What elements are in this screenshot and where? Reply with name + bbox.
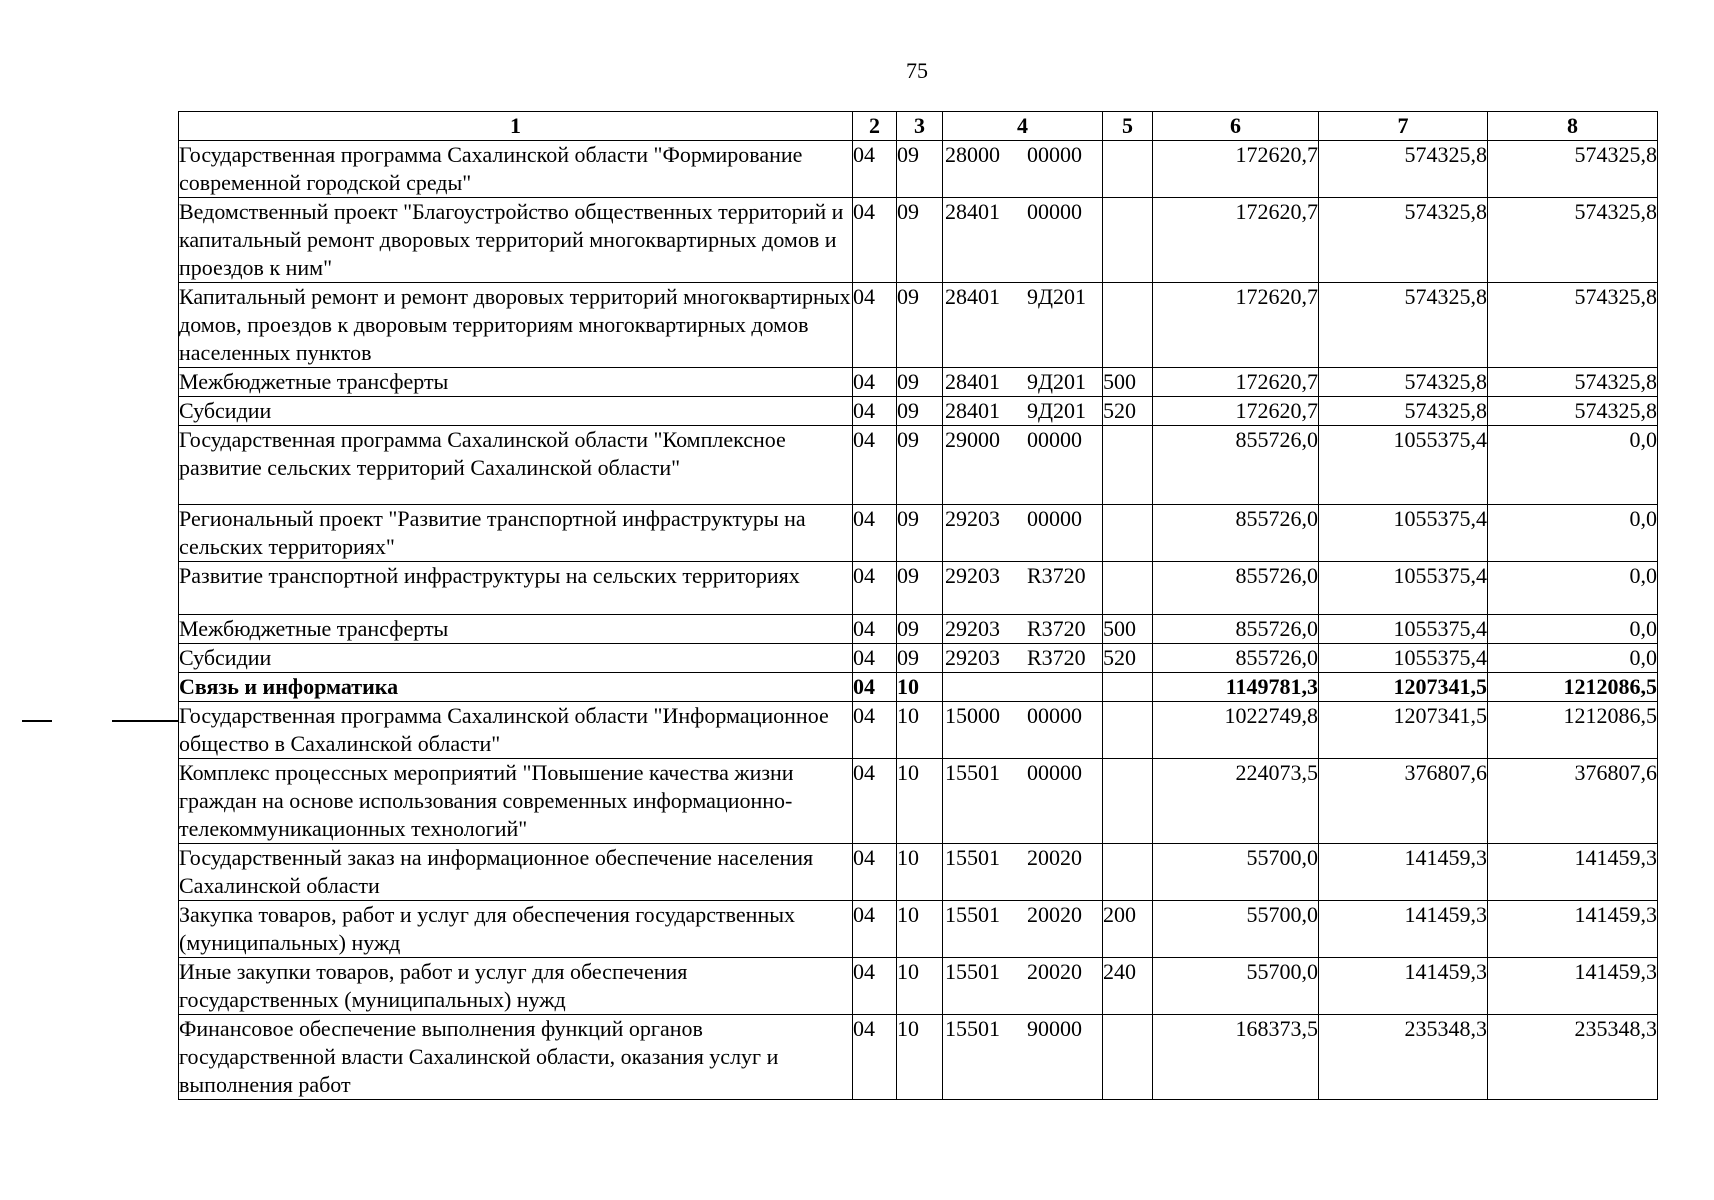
target-article-suffix: 20020: [1027, 959, 1082, 984]
amount-col6: 55700,0: [1153, 901, 1319, 958]
target-article-code: 15501: [945, 1016, 1000, 1041]
target-article-cell: [943, 702, 1103, 759]
row-name: Межбюджетные трансферты: [179, 368, 853, 397]
table-row: [179, 702, 1658, 759]
amount-col6: 55700,0: [1153, 844, 1319, 901]
expense-type-code: [1103, 141, 1153, 198]
amount-col6: 172620,7: [1153, 283, 1319, 368]
target-article-suffix: 90000: [1027, 1016, 1082, 1041]
target-article-suffix: 20020: [1027, 902, 1082, 927]
column-header: 1: [179, 112, 853, 141]
amount-col8: 0,0: [1488, 426, 1658, 505]
column-header: 6: [1153, 112, 1319, 141]
amount-col7: 141459,3: [1319, 844, 1488, 901]
amount-col8: 574325,8: [1488, 283, 1658, 368]
target-article-cell: [943, 958, 1103, 1015]
subsection-code: 09: [897, 644, 943, 673]
amount-col7: 574325,8: [1319, 141, 1488, 198]
target-article-code: 29203: [945, 563, 1000, 588]
expense-type-code: 200: [1103, 901, 1153, 958]
section-code: 04: [853, 673, 897, 702]
expense-type-code: [1103, 673, 1153, 702]
target-article-code: 28401: [945, 199, 1000, 224]
column-header: 4: [943, 112, 1103, 141]
amount-col8: 1212086,5: [1488, 702, 1658, 759]
target-article-cell: [943, 644, 1103, 673]
row-name: Государственная программа Сахалинской области "Комплексное развитие сельских территорий Сахалинской области": [179, 426, 853, 505]
amount-col8: 235348,3: [1488, 1015, 1658, 1100]
section-code: 04: [853, 505, 897, 562]
subsection-code: 10: [897, 759, 943, 844]
row-name: Субсидии: [179, 644, 853, 673]
row-name: Государственная программа Сахалинской области "Информационное общество в Сахалинской области": [179, 702, 853, 759]
table-row: [179, 426, 1658, 505]
table-row: [179, 505, 1658, 562]
amount-col8: 0,0: [1488, 644, 1658, 673]
target-article-suffix: 9Д201: [1027, 284, 1087, 309]
subsection-code: 09: [897, 141, 943, 198]
subsection-code: 09: [897, 397, 943, 426]
row-name: Комплекс процессных мероприятий "Повышение качества жизни граждан на основе использования современных информационно-телекоммуникационных технологий": [179, 759, 853, 844]
amount-col8: 141459,3: [1488, 958, 1658, 1015]
target-article-code: 29203: [945, 506, 1000, 531]
amount-col8: 0,0: [1488, 505, 1658, 562]
subsection-code: 10: [897, 673, 943, 702]
table-row: [179, 644, 1658, 673]
table-row: [179, 562, 1658, 615]
target-article-code: 15501: [945, 760, 1000, 785]
amount-col6: 172620,7: [1153, 141, 1319, 198]
section-code: 04: [853, 1015, 897, 1100]
subsection-code: 10: [897, 958, 943, 1015]
target-article-cell: [943, 505, 1103, 562]
amount-col8: 574325,8: [1488, 141, 1658, 198]
amount-col6: 855726,0: [1153, 505, 1319, 562]
target-article-code: 15501: [945, 902, 1000, 927]
subsection-code: 09: [897, 562, 943, 615]
amount-col8: 141459,3: [1488, 901, 1658, 958]
target-article-cell: [943, 397, 1103, 426]
section-code: 04: [853, 759, 897, 844]
row-name: Иные закупки товаров, работ и услуг для обеспечения государственных (муниципальных) нужд: [179, 958, 853, 1015]
section-code: 04: [853, 283, 897, 368]
row-name: Ведомственный проект "Благоустройство общественных территорий и капитальный ремонт дворовых территорий многоквартирных домов и проездов к ним": [179, 198, 853, 283]
amount-col8: 141459,3: [1488, 844, 1658, 901]
amount-col7: 574325,8: [1319, 397, 1488, 426]
amount-col8: 0,0: [1488, 615, 1658, 644]
target-article-code: 29203: [945, 645, 1000, 670]
amount-col6: 172620,7: [1153, 397, 1319, 426]
amount-col7: 141459,3: [1319, 901, 1488, 958]
row-name: Межбюджетные трансферты: [179, 615, 853, 644]
subsection-code: 09: [897, 615, 943, 644]
amount-col7: 1055375,4: [1319, 615, 1488, 644]
table-row: [179, 141, 1658, 198]
expense-type-code: 520: [1103, 397, 1153, 426]
amount-col6: 855726,0: [1153, 562, 1319, 615]
margin-mark: [112, 720, 178, 722]
section-code: 04: [853, 562, 897, 615]
amount-col6: 1149781,3: [1153, 673, 1319, 702]
expense-type-code: 500: [1103, 368, 1153, 397]
subsection-code: 10: [897, 1015, 943, 1100]
table-row: [179, 759, 1658, 844]
section-code: 04: [853, 615, 897, 644]
expense-type-code: 520: [1103, 644, 1153, 673]
amount-col8: 574325,8: [1488, 368, 1658, 397]
amount-col8: 1212086,5: [1488, 673, 1658, 702]
target-article-code: 15501: [945, 845, 1000, 870]
section-code: 04: [853, 368, 897, 397]
amount-col6: 1022749,8: [1153, 702, 1319, 759]
amount-col8: 574325,8: [1488, 198, 1658, 283]
target-article-cell: [943, 283, 1103, 368]
table-row: [179, 368, 1658, 397]
table-body: [179, 141, 1658, 1100]
target-article-suffix: R3720: [1027, 645, 1086, 670]
amount-col8: 0,0: [1488, 562, 1658, 615]
table-row: [179, 1015, 1658, 1100]
amount-col7: 1055375,4: [1319, 644, 1488, 673]
amount-col7: 141459,3: [1319, 958, 1488, 1015]
target-article-cell: [943, 1015, 1103, 1100]
section-code: 04: [853, 198, 897, 283]
row-name: Субсидии: [179, 397, 853, 426]
target-article-code: 29000: [945, 427, 1000, 452]
subsection-code: 09: [897, 283, 943, 368]
target-article-code: 28401: [945, 369, 1000, 394]
expense-type-code: 500: [1103, 615, 1153, 644]
column-header: 3: [897, 112, 943, 141]
expense-type-code: [1103, 198, 1153, 283]
target-article-suffix: R3720: [1027, 616, 1086, 641]
target-article-cell: [943, 426, 1103, 505]
subsection-code: 10: [897, 901, 943, 958]
subsection-code: 09: [897, 426, 943, 505]
amount-col8: 574325,8: [1488, 397, 1658, 426]
target-article-cell: [943, 673, 1103, 702]
table-row: [179, 615, 1658, 644]
target-article-suffix: 00000: [1027, 760, 1082, 785]
row-name: Региональный проект "Развитие транспортной инфраструктуры на сельских территориях": [179, 505, 853, 562]
target-article-cell: [943, 615, 1103, 644]
amount-col6: 855726,0: [1153, 644, 1319, 673]
target-article-suffix: 00000: [1027, 199, 1082, 224]
section-code: 04: [853, 426, 897, 505]
amount-col7: 574325,8: [1319, 198, 1488, 283]
amount-col6: 855726,0: [1153, 615, 1319, 644]
table-row: [179, 844, 1658, 901]
expense-type-code: [1103, 1015, 1153, 1100]
table-row: [179, 673, 1658, 702]
target-article-code: 28000: [945, 142, 1000, 167]
target-article-suffix: 00000: [1027, 703, 1082, 728]
target-article-cell: [943, 141, 1103, 198]
expense-type-code: [1103, 562, 1153, 615]
target-article-suffix: 00000: [1027, 142, 1082, 167]
column-header: 5: [1103, 112, 1153, 141]
expense-type-code: [1103, 844, 1153, 901]
subsection-code: 09: [897, 368, 943, 397]
subsection-code: 09: [897, 505, 943, 562]
table-row: [179, 901, 1658, 958]
target-article-cell: [943, 562, 1103, 615]
amount-col6: 855726,0: [1153, 426, 1319, 505]
target-article-code: 29203: [945, 616, 1000, 641]
target-article-code: 28401: [945, 398, 1000, 423]
target-article-suffix: 9Д201: [1027, 369, 1087, 394]
amount-col6: 55700,0: [1153, 958, 1319, 1015]
section-code: 04: [853, 397, 897, 426]
table-row: [179, 283, 1658, 368]
amount-col6: 168373,5: [1153, 1015, 1319, 1100]
amount-col7: 1055375,4: [1319, 505, 1488, 562]
target-article-suffix: 00000: [1027, 427, 1082, 452]
expense-type-code: [1103, 505, 1153, 562]
amount-col6: 172620,7: [1153, 368, 1319, 397]
section-code: 04: [853, 844, 897, 901]
target-article-cell: [943, 844, 1103, 901]
expense-type-code: 240: [1103, 958, 1153, 1015]
column-header: 8: [1488, 112, 1658, 141]
expense-type-code: [1103, 426, 1153, 505]
column-header: 7: [1319, 112, 1488, 141]
amount-col7: 1207341,5: [1319, 673, 1488, 702]
section-code: 04: [853, 901, 897, 958]
amount-col6: 224073,5: [1153, 759, 1319, 844]
section-code: 04: [853, 141, 897, 198]
target-article-suffix: 20020: [1027, 845, 1082, 870]
header-row: [179, 112, 1658, 141]
subsection-code: 10: [897, 844, 943, 901]
target-article-cell: [943, 759, 1103, 844]
expense-type-code: [1103, 283, 1153, 368]
amount-col8: 376807,6: [1488, 759, 1658, 844]
amount-col7: 376807,6: [1319, 759, 1488, 844]
column-header: 2: [853, 112, 897, 141]
section-code: 04: [853, 958, 897, 1015]
page-number: 75: [906, 58, 928, 83]
amount-col6: 172620,7: [1153, 198, 1319, 283]
amount-col7: 1055375,4: [1319, 426, 1488, 505]
margin-mark: [22, 720, 52, 722]
target-article-code: 15501: [945, 959, 1000, 984]
table-row: [179, 198, 1658, 283]
table-row: [179, 958, 1658, 1015]
row-name: Государственная программа Сахалинской области "Формирование современной городской среды": [179, 141, 853, 198]
amount-col7: 574325,8: [1319, 368, 1488, 397]
subsection-code: 09: [897, 198, 943, 283]
amount-col7: 574325,8: [1319, 283, 1488, 368]
target-article-code: 15000: [945, 703, 1000, 728]
expense-type-code: [1103, 759, 1153, 844]
section-code: 04: [853, 702, 897, 759]
amount-col7: 1207341,5: [1319, 702, 1488, 759]
target-article-code: 28401: [945, 284, 1000, 309]
table-row: [179, 397, 1658, 426]
target-article-suffix: 9Д201: [1027, 398, 1087, 423]
amount-col7: 235348,3: [1319, 1015, 1488, 1100]
target-article-suffix: 00000: [1027, 506, 1082, 531]
subsection-code: 10: [897, 702, 943, 759]
row-name: Государственный заказ на информационное обеспечение населения Сахалинской области: [179, 844, 853, 901]
target-article-cell: [943, 368, 1103, 397]
row-name: Развитие транспортной инфраструктуры на сельских территориях: [179, 562, 853, 615]
amount-col7: 1055375,4: [1319, 562, 1488, 615]
expense-type-code: [1103, 702, 1153, 759]
row-name: Закупка товаров, работ и услуг для обеспечения государственных (муниципальных) нужд: [179, 901, 853, 958]
target-article-cell: [943, 901, 1103, 958]
row-name: Связь и информатика: [179, 673, 853, 702]
row-name: Финансовое обеспечение выполнения функций органов государственной власти Сахалинской области, оказания услуг и выполнения работ: [179, 1015, 853, 1100]
row-name: Капитальный ремонт и ремонт дворовых территорий многоквартирных домов, проездов к дворовым территориям многоквартирных домов населенных пунктов: [179, 283, 853, 368]
target-article-suffix: R3720: [1027, 563, 1086, 588]
budget-table: [178, 111, 1658, 1100]
section-code: 04: [853, 644, 897, 673]
target-article-cell: [943, 198, 1103, 283]
